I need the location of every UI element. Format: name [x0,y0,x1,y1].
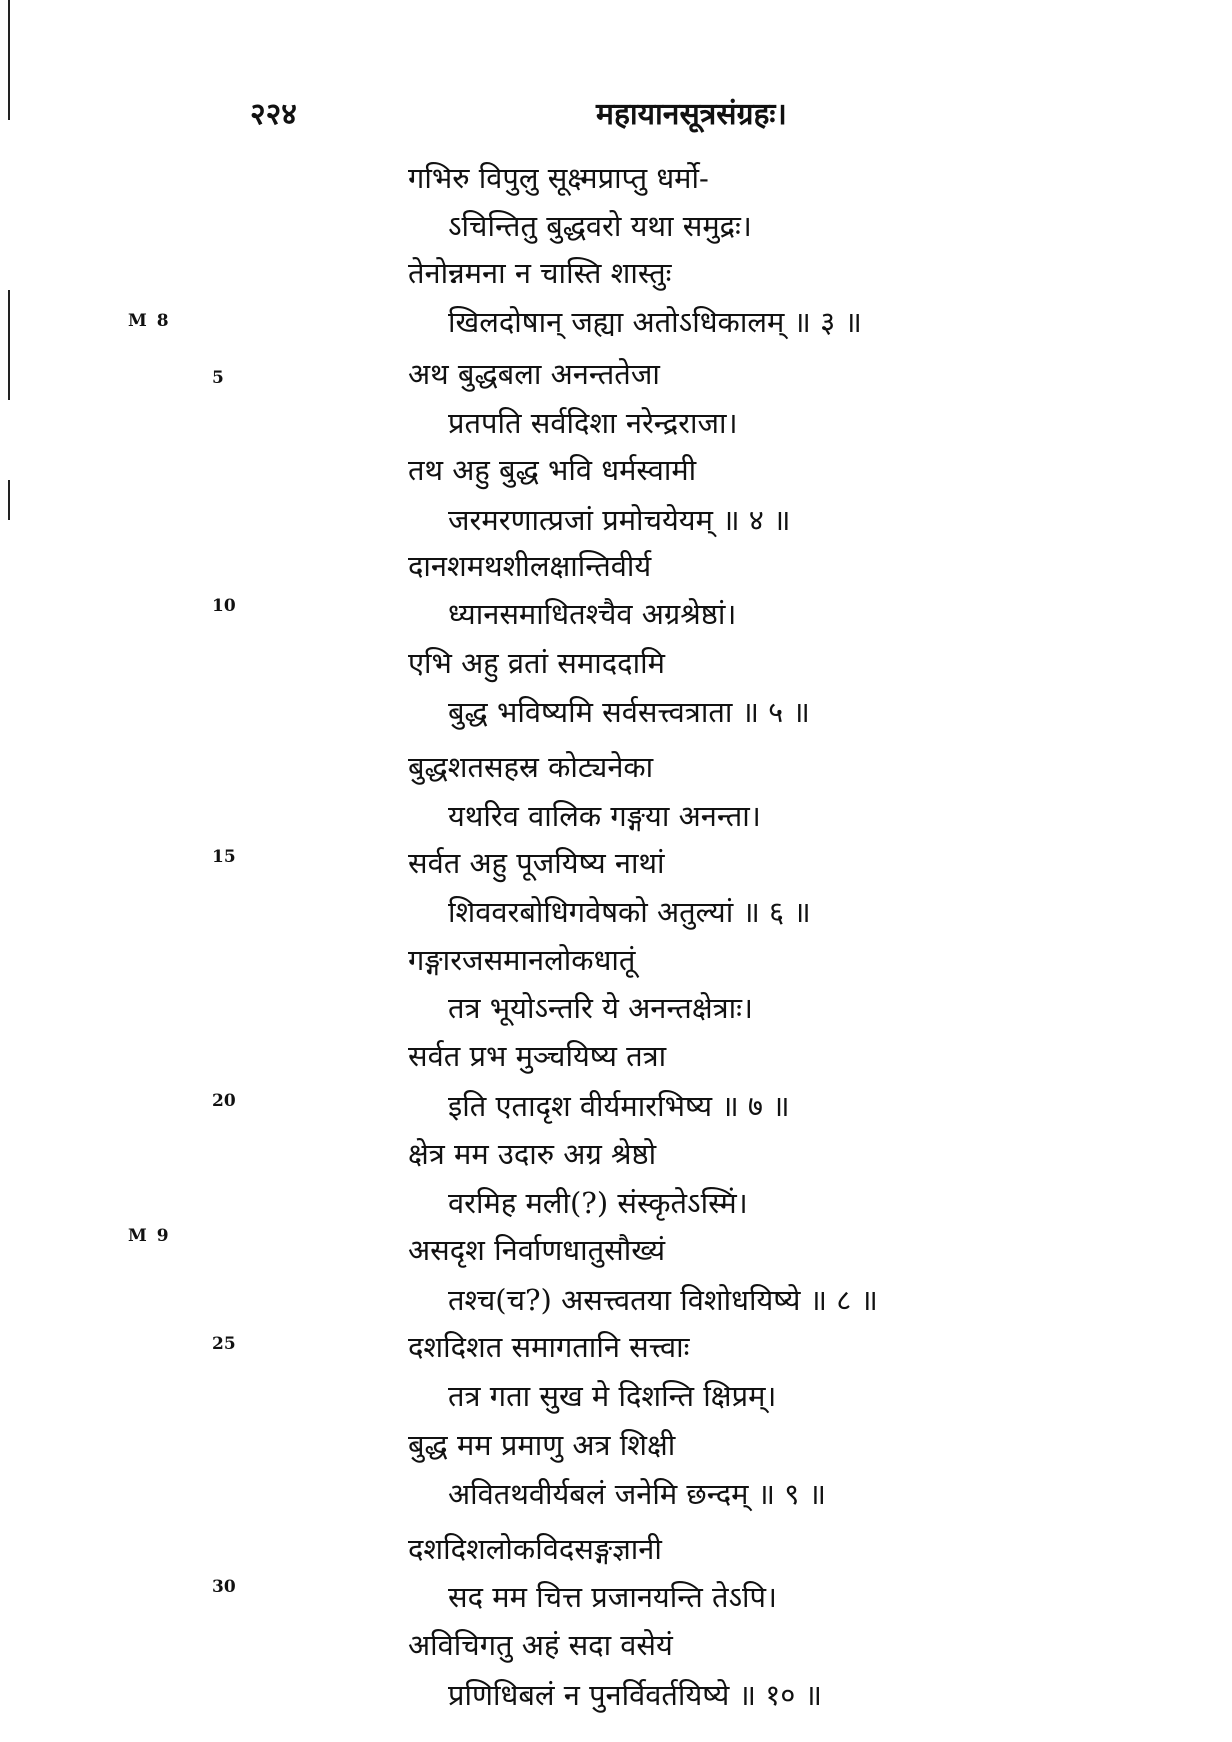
scan-edge-mark [8,290,10,400]
verse-line: अवितथवीर्यबलं जनेमि छन्दम् ॥ ९ ॥ [448,1477,826,1511]
verse-line: ऽचिन्तितु बुद्धवरो यथा समुद्रः। [448,209,752,243]
verse-line: क्षेत्र मम उदारु अग्र श्रेष्ठो [408,1137,657,1171]
verse-line: जरमरणात्प्रजां प्रमोचयेयम् ॥ ४ ॥ [448,503,791,537]
verse-line: अविचिगतु अहं सदा वसेयं [408,1628,673,1662]
verse-line: सद मम चित्त प्रजानयन्ति तेऽपि। [448,1580,777,1614]
scan-edge-mark [8,0,10,120]
verse-line: दानशमथशीलक्षान्तिवीर्य [408,549,652,583]
scan-edge-mark [8,480,10,520]
verse-line: यथरिव वालिक गङ्गया अनन्ता। [448,799,761,833]
line-number: 25 [212,1334,236,1354]
verse-line: इति एतादृश वीर्यमारभिष्य ॥ ७ ॥ [448,1089,790,1123]
verse-line: दशदिशलोकविदसङ्गज्ञानी [408,1532,662,1566]
verse-line: गङ्गारजसमानलोकधातूं [408,943,636,977]
verse-line: खिलदोषान् जह्या अतोऽधिकालम् ॥ ३ ॥ [448,305,862,339]
verse-line: प्रणिधिबलं न पुनर्विवर्तयिष्ये ॥ १० ॥ [448,1678,822,1712]
page-number: २२४ [250,97,297,132]
verse-line: तत्र भूयोऽन्तरि ये अनन्तक्षेत्राः। [448,991,753,1025]
verse-line: तश्च(च?) असत्त्वतया विशोधयिष्ये ॥ ८ ॥ [448,1283,878,1317]
manuscript-ref: M 9 [128,1226,171,1246]
verse-line: सर्वत अहु पूजयिष्य नाथां [408,846,665,880]
verse-line: तथ अहु बुद्ध भवि धर्मस्वामी [408,453,697,487]
verse-line: गभिरु विपुलु सूक्ष्मप्राप्तु धर्मो- [408,161,709,195]
page-title: महायानसूत्रसंग्रहः। [596,97,787,132]
verse-line: अथ बुद्धबला अनन्ततेजा [408,357,660,391]
line-number: 5 [212,368,224,388]
verse-line: असदृश निर्वाणधातुसौख्यं [408,1233,666,1267]
verse-line: वरमिह मली(?) संस्कृतेऽस्मिं। [448,1186,748,1220]
line-number: 15 [212,847,236,867]
verse-line: प्रतपति सर्वदिशा नरेन्द्रराजा। [448,406,738,440]
verse-line: एभि अहु व्रतां समाददामि [408,646,665,680]
verse-line: सर्वत प्रभ मुञ्चयिष्य तत्रा [408,1039,667,1073]
verse-line: तेनोन्नमना न चास्ति शास्तुः [408,256,672,290]
manuscript-ref: M 8 [128,311,171,331]
verse-line: बुद्ध मम प्रमाणु अत्र शिक्षी [408,1428,676,1462]
line-number: 30 [212,1577,236,1597]
verse-line: ध्यानसमाधितश्चैव अग्रश्रेष्ठां। [448,597,737,631]
line-number: 20 [212,1091,236,1111]
verse-line: बुद्धशतसहस्र कोट्यनेका [408,750,654,784]
verse-line: बुद्ध भविष्यमि सर्वसत्त्वत्राता ॥ ५ ॥ [448,695,810,729]
verse-line: दशदिशत समागतानि सत्त्वाः [408,1330,690,1364]
line-number: 10 [212,596,236,616]
verse-line: शिववरबोधिगवेषको अतुल्यां ॥ ६ ॥ [448,895,811,929]
verse-line: तत्र गता सुख मे दिशन्ति क्षिप्रम्। [448,1379,777,1413]
